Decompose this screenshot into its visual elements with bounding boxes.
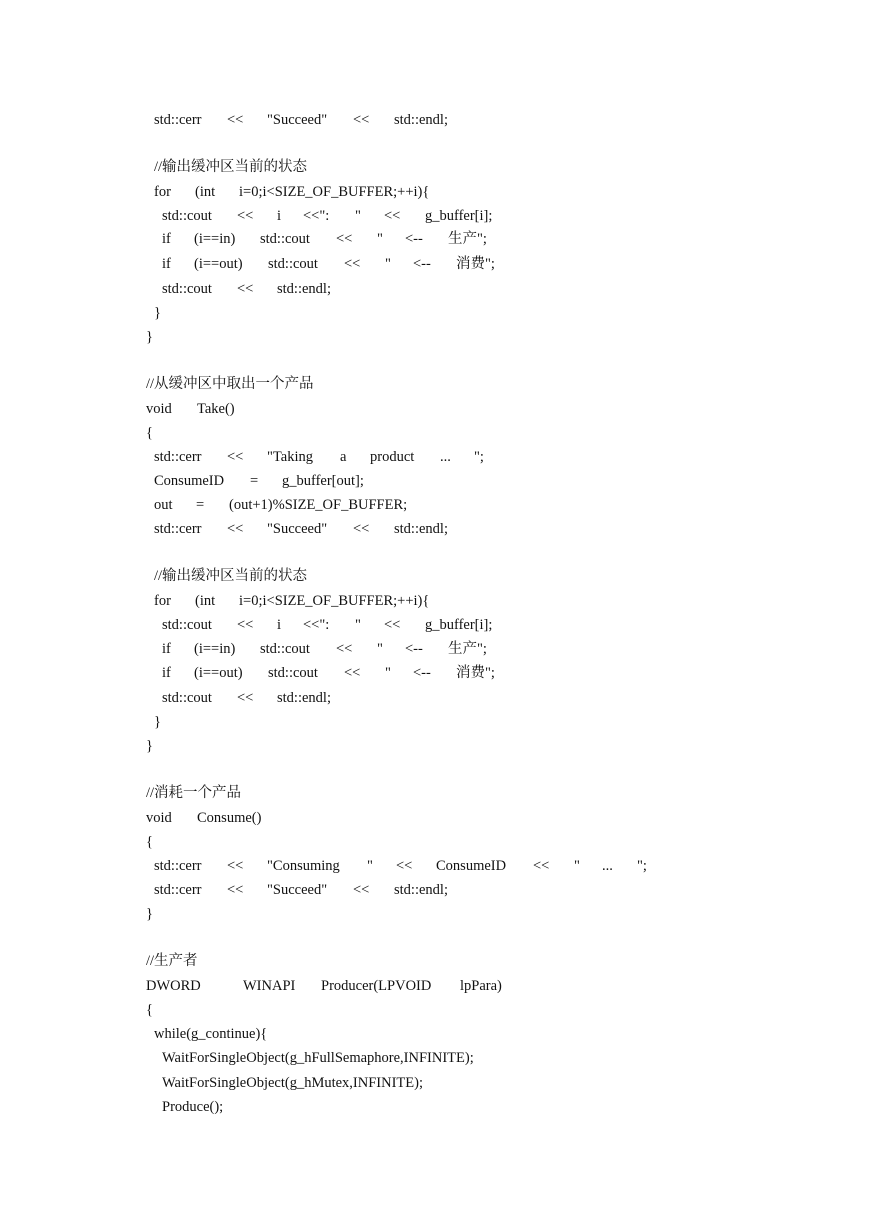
code-token: " — [377, 641, 383, 657]
code-token: "Consuming — [267, 858, 340, 874]
code-token: <-- — [413, 256, 431, 272]
code-token: g_buffer[i]; — [425, 617, 493, 633]
code-token: "Taking — [267, 449, 313, 465]
code-token: << — [384, 208, 401, 224]
code-token: (i==out) — [194, 256, 243, 272]
code-token: << — [227, 449, 244, 465]
code-token: "Succeed" — [267, 112, 328, 128]
code-token: << — [237, 617, 254, 633]
code-token: "; — [637, 858, 647, 874]
code-token: ConsumeID — [154, 473, 225, 489]
code-token: << — [227, 882, 244, 898]
code-token: Take() — [197, 401, 235, 417]
code-token: void — [146, 401, 172, 417]
code-token: std::cerr — [154, 521, 202, 537]
code-token: } — [146, 738, 153, 754]
code-token: { — [146, 425, 153, 441]
code-token: std::cout — [162, 281, 212, 297]
code-token: (out+1)%SIZE_OF_BUFFER; — [229, 497, 408, 513]
code-token: g_buffer[out]; — [282, 473, 364, 489]
code-token: << — [353, 521, 370, 537]
code-token: (int — [195, 184, 216, 200]
code-token: lpPara) — [460, 978, 502, 994]
code-token: std::endl; — [394, 882, 448, 898]
code-token: << — [237, 208, 254, 224]
code-token: } — [154, 714, 161, 730]
code-token: << — [353, 112, 370, 128]
code-token: std::cout — [268, 665, 318, 681]
code-token: std::cout — [260, 231, 310, 247]
code-token: = — [250, 473, 259, 489]
code-token: << — [227, 858, 244, 874]
code-token: { — [146, 834, 153, 850]
code-token: <-- — [405, 231, 423, 247]
code-token: (int — [195, 593, 216, 609]
code-token: { — [146, 1002, 153, 1018]
code-token: i=0;i<SIZE_OF_BUFFER;++i){ — [239, 184, 430, 200]
code-token: std::cout — [162, 690, 212, 706]
code-token: 生产"; — [448, 231, 487, 247]
code-token: std::cerr — [154, 449, 202, 465]
code-token: std::cerr — [154, 112, 202, 128]
code-token: if — [162, 231, 171, 247]
code-token: //生产者 — [146, 953, 198, 969]
code-token: << — [237, 690, 254, 706]
code-token: void — [146, 810, 172, 826]
code-token: " — [385, 665, 391, 681]
code-token: " — [367, 858, 373, 874]
code-token: (i==out) — [194, 665, 243, 681]
code-token: std::cout — [268, 256, 318, 272]
code-token: //从缓冲区中取出一个产品 — [146, 376, 314, 392]
code-token: //输出缓冲区当前的状态 — [154, 568, 308, 584]
code-token: " — [574, 858, 580, 874]
code-token: " — [355, 617, 361, 633]
code-token: product — [370, 449, 415, 465]
code-token: << — [396, 858, 413, 874]
code-token: DWORD — [146, 978, 201, 994]
code-token: 消费"; — [456, 256, 495, 272]
code-token: std::cerr — [154, 858, 202, 874]
code-token: } — [146, 906, 153, 922]
code-token: "; — [474, 449, 484, 465]
code-token: WaitForSingleObject(g_hFullSemaphore,INFINITE); — [162, 1050, 474, 1066]
code-token: "Succeed" — [267, 882, 328, 898]
code-token: while(g_continue){ — [154, 1026, 268, 1042]
code-token: " — [355, 208, 361, 224]
code-token: //消耗一个产品 — [146, 785, 242, 801]
code-token: (i==in) — [194, 641, 236, 657]
code-token: = — [196, 497, 205, 513]
code-token: ... — [602, 858, 613, 874]
code-token: <<": — [303, 208, 330, 224]
code-token: i — [277, 617, 282, 633]
code-token: } — [154, 305, 161, 321]
code-token: << — [227, 521, 244, 537]
code-token: for — [154, 593, 171, 609]
code-token: } — [146, 329, 153, 345]
code-token: << — [336, 231, 353, 247]
code-token: << — [533, 858, 550, 874]
code-token: 生产"; — [448, 641, 487, 657]
code-token: <-- — [405, 641, 423, 657]
code-token: std::endl; — [394, 521, 448, 537]
code-token: << — [344, 256, 361, 272]
code-token: std::cout — [162, 208, 212, 224]
code-token: << — [336, 641, 353, 657]
code-token: std::endl; — [394, 112, 448, 128]
code-token: std::endl; — [277, 690, 331, 706]
code-token: std::cerr — [154, 882, 202, 898]
code-token: <-- — [413, 665, 431, 681]
code-token: i — [277, 208, 282, 224]
code-token: << — [384, 617, 401, 633]
code-token: out — [154, 497, 173, 513]
code-token: for — [154, 184, 171, 200]
code-token: ConsumeID — [436, 858, 507, 874]
code-token: << — [353, 882, 370, 898]
code-token: Produce(); — [162, 1099, 224, 1115]
code-token: " — [385, 256, 391, 272]
code-token: if — [162, 256, 171, 272]
code-token: std::cout — [162, 617, 212, 633]
code-token: //输出缓冲区当前的状态 — [154, 159, 308, 175]
code-token: " — [377, 231, 383, 247]
code-token: WaitForSingleObject(g_hMutex,INFINITE); — [162, 1075, 423, 1091]
code-token: std::endl; — [277, 281, 331, 297]
code-token: "Succeed" — [267, 521, 328, 537]
code-token: g_buffer[i]; — [425, 208, 493, 224]
code-token: a — [340, 449, 347, 465]
code-token: if — [162, 665, 171, 681]
code-token: 消费"; — [456, 665, 495, 681]
code-token: ... — [440, 449, 451, 465]
code-token: << — [237, 281, 254, 297]
code-token: i=0;i<SIZE_OF_BUFFER;++i){ — [239, 593, 430, 609]
code-token: <<": — [303, 617, 330, 633]
code-token: (i==in) — [194, 231, 236, 247]
code-token: << — [227, 112, 244, 128]
code-token: WINAPI — [243, 978, 296, 994]
code-token: std::cout — [260, 641, 310, 657]
code-token: if — [162, 641, 171, 657]
code-token: Consume() — [197, 810, 262, 826]
code-token: Producer(LPVOID — [321, 978, 432, 994]
code-token: << — [344, 665, 361, 681]
